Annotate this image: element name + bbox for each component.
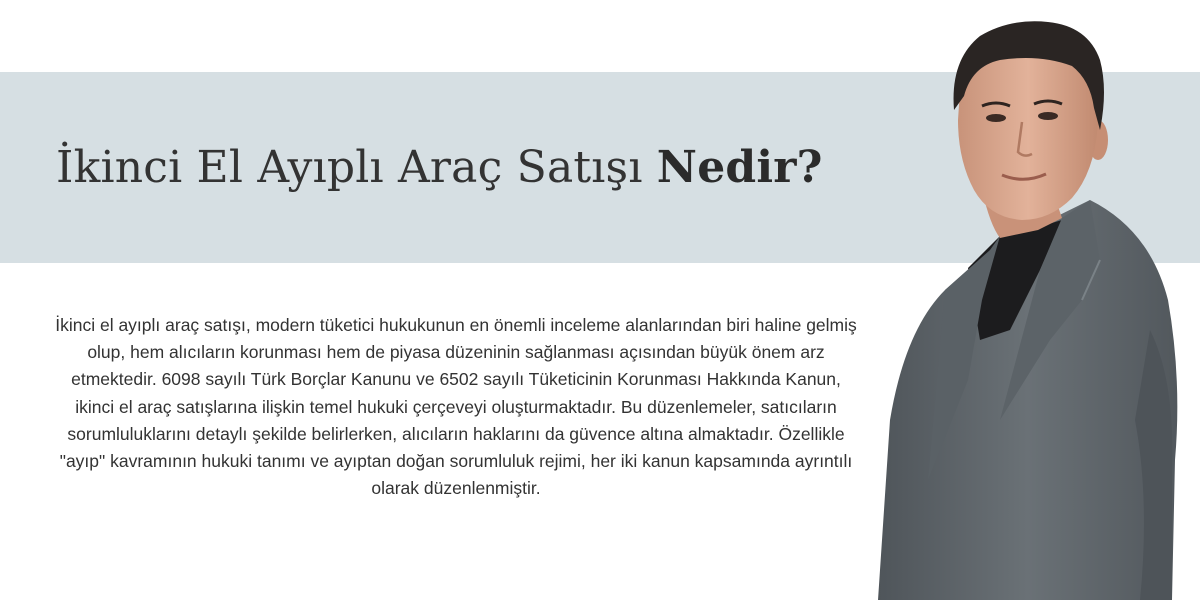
page-title-regular: İkinci El Ayıplı Araç Satışı: [56, 142, 657, 193]
page-title: [56, 128, 823, 208]
person-portrait-icon: [850, 0, 1200, 600]
intro-paragraph: İkinci el ayıplı araç satışı, modern tüketici hukukunun en önemli inceleme alanlarından biri haline gelmiş olup, hem alıcıların korunması hem de piyasa düzeninin sağlanması açısından büyük önem arz etmektedir. 6098 sayılı Türk Borçlar Kanunu ve 6502 sayılı Tüketicinin Korunması Hakkında Kanun, ikinci el araç satışlarına ilişkin temel hukuki çerçeveyi oluşturmaktadır. Bu düzenlemeler, satıcıların sorumluluklarını detaylı şekilde belirlerken, alıcıların haklarını da güvence altına almaktadır. Özellikle "ayıp" kavramının hukuki tanımı ve ayıptan doğan sorumluluk rejimi, her iki kanun kapsamında ayrıntılı olarak düzenlenmiştir.: [55, 315, 857, 499]
page-title-bold: Nedir?: [656, 142, 823, 193]
